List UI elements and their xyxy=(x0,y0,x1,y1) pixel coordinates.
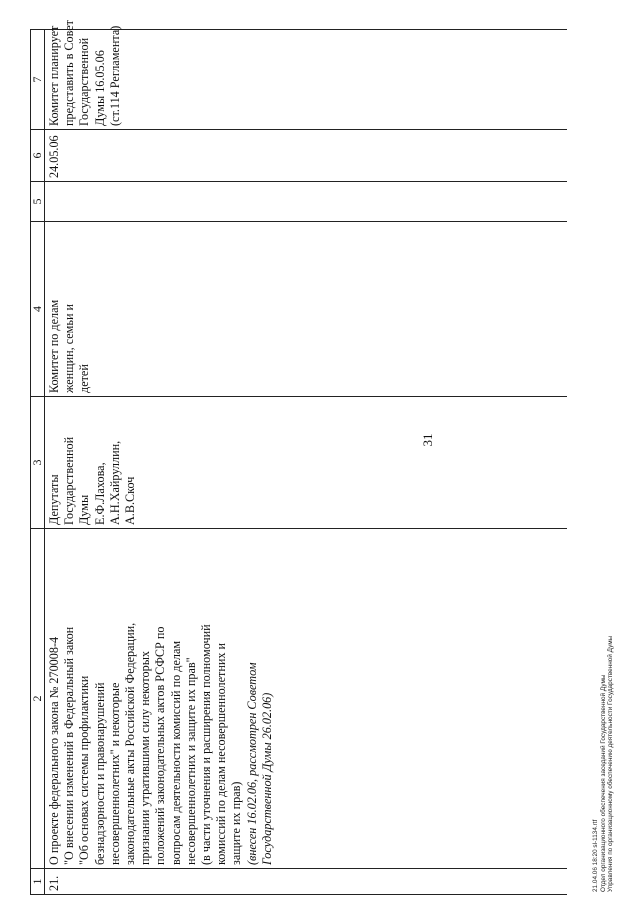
status-line: Комитет планирует xyxy=(47,25,61,126)
bill-line: несовершеннолетних и защите их прав" xyxy=(183,657,198,865)
row-number xyxy=(45,869,568,895)
page-footer xyxy=(592,636,615,892)
header-col-4: 4 xyxy=(31,222,45,397)
date-text: 24.05.06 xyxy=(47,135,61,178)
header-col-1: 1 xyxy=(31,869,45,895)
committee-line: женщин, семьи и xyxy=(62,303,77,393)
status-line: (ст.114 Регламента) xyxy=(107,25,122,126)
bill-line: "О внесении изменений в Федеральный закон xyxy=(62,626,77,865)
sponsor-line: Депутаты xyxy=(47,474,61,525)
bill-line: комиссий по делам несовершеннолетних и xyxy=(214,642,229,865)
committee-cell xyxy=(45,222,568,397)
status-line: представить в Совет xyxy=(62,19,77,126)
table-header-row xyxy=(31,30,45,895)
sponsor-line: Государственной xyxy=(62,436,77,525)
header-col-6: 6 xyxy=(31,130,45,182)
bill-line: "Об основах системы профилактики xyxy=(77,675,92,865)
bill-line: признании утратившими силу некоторых xyxy=(138,650,153,865)
header-col-2: 2 xyxy=(31,529,45,869)
header-col-7: 7 xyxy=(31,30,45,130)
status-cell xyxy=(45,19,568,130)
bill-line: безнадзорности и правонарушений xyxy=(92,682,107,865)
status-line: Думы 16.05.06 xyxy=(92,50,107,126)
footer-file-line: 21.04.06 18:20 sl-1134.rtf xyxy=(592,819,599,892)
sponsors-cell xyxy=(45,397,568,529)
col-5-cell xyxy=(45,182,568,222)
sponsor-line: Думы xyxy=(77,494,92,525)
footer-admin-line: Управления по организационному обеспечению деятельности Государственной Думы xyxy=(607,635,615,892)
bill-line: несовершеннолетних" и некоторые xyxy=(107,682,122,865)
bill-description-cell xyxy=(45,529,568,869)
bill-line: положений законодательных актов РСФСР по xyxy=(153,626,168,865)
status-line: Государственной xyxy=(77,37,92,126)
header-col-5: 5 xyxy=(31,182,45,222)
bill-line: О проекте федерального закона № 270008-4 xyxy=(47,636,61,865)
sponsor-line: А.В.Скоч xyxy=(123,476,138,525)
sponsor-line: А.Н.Хайруллин, xyxy=(107,440,122,525)
row-number-text: 21. xyxy=(47,875,61,891)
header-col-3: 3 xyxy=(31,397,45,529)
date-cell xyxy=(45,130,568,182)
bill-line: защите их прав) xyxy=(229,781,244,865)
committee-line: Комитет по делам xyxy=(47,299,61,393)
table-row xyxy=(45,30,568,895)
committee-line: детей xyxy=(77,364,92,393)
agenda-table xyxy=(30,19,567,895)
bill-line: (в части уточнения и расширения полномочий xyxy=(199,624,214,865)
sponsor-line: Е.Ф.Лахова, xyxy=(92,462,107,525)
bill-note-line: (внесен 16.02.06, рассмотрен Советом xyxy=(244,662,259,865)
page-number: 31 xyxy=(420,433,435,447)
bill-line: законодательные акты Российской Федерации, xyxy=(123,622,138,865)
bill-line: вопросам деятельности комиссий по делам xyxy=(168,640,183,865)
footer-dept-line: Отдел организационного обеспечения заседаний Государственной Думы xyxy=(599,674,607,892)
bill-note-line: Государственной Думы 26.02.06) xyxy=(259,692,274,865)
